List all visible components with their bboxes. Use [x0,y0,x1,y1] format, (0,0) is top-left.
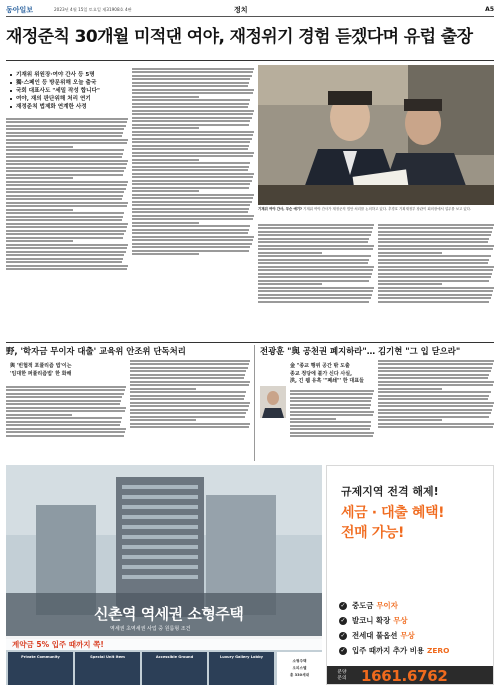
text-line [258,280,369,282]
lead-body-col-4 [378,222,494,340]
text-line [6,121,127,123]
text-line [132,162,250,164]
text-line [290,425,371,427]
text-line [132,222,199,224]
text-line [258,294,372,296]
text-line [132,134,253,136]
text-line [258,290,373,292]
text-line [130,360,250,362]
text-line [378,262,488,264]
text-line [378,395,489,397]
text-line [132,75,252,77]
text-line [378,402,494,404]
text-line [258,231,372,233]
text-line [132,68,254,70]
text-line [132,148,248,150]
text-line [132,253,199,255]
ad2-benefit: ✓ 입주 때까지 추가 비용 ZERO [340,646,450,655]
text-line [378,255,491,257]
text-line [290,414,373,416]
text-line [132,96,199,98]
text-line [132,145,249,147]
text-line [132,127,199,129]
text-line [6,139,128,141]
text-line [378,287,494,289]
text-line [378,367,492,369]
text-line [132,229,249,231]
text-line [6,198,122,200]
text-line [132,155,253,157]
text-line [6,254,124,256]
text-line [6,170,124,172]
text-line [6,400,121,402]
text-line [132,141,250,143]
text-line [290,404,371,406]
check-icon: ✓ [340,616,346,624]
text-line [258,259,369,261]
check-icon: ✓ [340,646,346,654]
text-line [130,419,196,421]
headline-rule [6,60,494,61]
ad2-contact-label: 분양 문의 [337,670,347,681]
text-line [132,211,248,213]
text-line [258,266,374,268]
text-line [6,177,73,179]
text-line [258,301,369,303]
text-line [130,412,246,414]
text-line [130,423,250,425]
text-line [6,244,128,246]
text-line [6,156,122,158]
text-line [130,395,245,397]
housing-promo-ad[interactable] [326,465,494,685]
text-line [132,99,250,101]
text-line [132,208,249,210]
text-line [378,227,493,229]
text-line [132,166,249,168]
text-line [132,152,254,154]
text-line [130,374,245,376]
text-line [6,258,123,260]
lead-body-col-2 [132,66,254,340]
text-line [132,71,253,73]
ad2-benefit: ✓ 전세대 풀옵션 무상 [340,631,415,640]
text-line [258,273,372,275]
text-line [132,183,250,185]
ad2-phone-number[interactable]: 1661.6762 [361,667,448,685]
text-line [258,283,322,285]
text-line [6,174,123,176]
right-story-deck: 洪, 긴 웹 유혹 '"폐쇄"' 한 대표들 [290,378,364,384]
text-line [378,398,488,400]
text-line [130,363,249,365]
text-line [132,159,199,161]
text-line [132,78,250,80]
left-story-col-1 [6,384,126,460]
text-line [378,266,494,268]
ad2-headline-2: 세금 · 대출 혜택! [341,505,445,521]
lead-deck: 재정준칙 법제화 연계한 사정 [10,103,130,111]
text-line [6,386,126,388]
right-story-col-2 [378,358,494,460]
ad-deal-text: 계약금 5% 입주 때까지 쪽! [12,640,104,649]
text-line [130,381,250,383]
real-estate-ad[interactable] [6,465,322,685]
text-line [6,428,126,430]
ad-side-line: 소형주택 [292,659,307,663]
ad2-headline-1: 규제지역 전격 해제! [341,485,439,498]
text-line [378,360,494,362]
issue-date: 2023년 4월 15일 토요일 제31908호 4판 [54,6,132,12]
text-line [6,261,122,263]
text-line [258,269,373,271]
check-icon: ✓ [340,601,346,609]
text-line [132,176,253,178]
text-line [378,374,489,376]
ad2-contact-bar[interactable] [327,666,494,685]
text-line [378,297,491,299]
text-line [132,194,254,196]
ad-feature: Accessible Ground [142,652,207,685]
text-line [378,388,442,390]
text-line [6,209,73,211]
text-line [132,138,252,140]
text-line [132,243,252,245]
text-line [132,218,253,220]
text-line [6,389,125,391]
text-line [6,424,120,426]
text-line [378,384,493,386]
text-line [290,393,373,395]
text-line [132,250,249,252]
text-line [378,416,489,418]
text-line [258,262,368,264]
text-line [378,290,493,292]
text-line [6,160,128,162]
text-line [132,190,199,192]
text-line [6,146,73,148]
text-line [258,255,371,257]
text-line [378,391,491,393]
text-line [6,431,125,433]
newspaper-logo: 동아일보 [6,5,34,14]
text-line [6,216,123,218]
lead-deck: 국회 대표사도 "세밀 작성 합니다" [10,87,130,95]
text-line [290,390,374,392]
text-line [6,212,124,214]
text-line [378,405,493,407]
text-line [130,405,249,407]
text-line [290,400,371,402]
text-line [258,227,373,229]
left-story-deck: 與 '빈협적 포퓰리즘 법'이는 [10,363,72,369]
text-line [378,252,442,254]
caption-lead: 기재위 여야 간사, 무슨 얘기? [258,207,303,211]
right-story-headline: 전광훈 "與 공천권 폐지하라"… 김기현 "그 입 닫으라" [260,346,461,356]
ad2-benefit: ✓ 발코니 확장 무상 [340,616,408,625]
left-story-deck: '임대한 퍼퓰리즘법' 한 화해 [10,370,72,377]
page-number: A5 [485,6,494,13]
text-line [6,184,127,186]
lead-deck: 기재위 위원장·여야 간사 등 5명 [10,71,130,79]
text-line [6,233,124,235]
text-line [6,219,122,221]
left-story-headline: 野, '학자금 무이자 대출' 교육위 안조위 단독처리 [6,346,186,356]
text-line [130,416,245,418]
text-line [258,224,374,226]
text-line [6,118,128,120]
text-line [132,82,249,84]
text-line [378,269,493,271]
text-line [378,248,493,250]
text-line [6,417,122,419]
text-line [6,414,72,416]
text-line [132,215,254,217]
text-line [258,252,322,254]
text-line [132,201,252,203]
text-line [132,236,254,238]
ad-feature: Special Unit Item [75,652,140,685]
ad2-benefit-list [339,598,491,658]
ad2-benefit: ✓ 중도금 무이자 [340,601,398,610]
text-line [130,367,248,369]
text-line [132,85,248,87]
ad2-headline-3: 전매 가능! [341,525,404,541]
text-line [6,421,121,423]
section-title: 정치 [234,5,248,14]
text-line [6,251,126,253]
text-line [6,407,126,409]
right-story-decks [290,363,374,386]
text-line [378,412,491,414]
text-line [6,149,124,151]
ad-side-line: 오피스텔 [292,666,307,670]
text-line [378,370,491,372]
text-line [132,124,249,126]
text-line [130,409,248,411]
text-line [378,283,442,285]
text-line [132,180,252,182]
text-line [6,247,127,249]
text-line [130,402,250,404]
right-story-col-1 [290,388,374,460]
text-line [6,181,128,183]
text-line [258,234,371,236]
text-line [378,259,489,261]
text-line [130,398,244,400]
text-line [6,240,73,242]
person-photo-icon [260,386,286,418]
text-line [6,195,123,197]
text-line [132,120,250,122]
ad-feature: Private Community [8,652,73,685]
text-line [258,287,374,289]
lead-body-col-1 [6,116,128,340]
text-line [132,204,250,206]
left-story-decks [10,363,128,378]
ad-feature: Luxury Gallery Lobby [209,652,274,685]
text-line [132,89,254,91]
text-line [132,197,253,199]
ad-side-info [277,652,322,685]
text-line [6,226,127,228]
text-line [378,377,488,379]
text-line [290,411,374,413]
lead-deck: 獨·스페인 등 방문위해 오늘 출국 [10,79,130,87]
news-photo [258,65,494,205]
text-line [6,167,126,169]
text-line [6,223,128,225]
text-line [6,205,127,207]
text-line [132,103,249,105]
text-line [290,435,373,437]
lead-decks [10,71,130,111]
text-line [290,428,370,430]
text-line [6,435,124,437]
text-line [130,426,249,428]
caption-text: 기재위 여야 간사가 재정준칙 법안 처리를 논의하고 있다. 추경호 기획재정부 장관이 회의장에서 업무를 보고 있다. [303,207,472,211]
ad-subtitle: 역세권 초역세권 사업 중 원룸형 조건 [110,626,191,632]
text-line [258,241,368,243]
text-line [378,423,494,425]
text-line [378,409,492,411]
text-line [6,153,123,155]
text-line [258,238,369,240]
text-line [6,393,124,395]
text-line [290,418,336,420]
text-line [6,132,123,134]
text-line [6,125,126,127]
text-line [290,432,374,434]
text-line [258,297,371,299]
text-line [378,231,492,233]
text-line [378,241,488,243]
text-line [132,110,254,112]
photo-caption [258,207,494,212]
text-line [132,106,248,108]
text-line [6,265,128,267]
text-line [6,135,122,137]
column-divider [254,345,255,461]
text-line [132,173,254,175]
text-line [6,403,120,405]
text-line [6,268,127,270]
text-line [378,363,493,365]
text-line [258,248,373,250]
text-line [132,225,250,227]
text-line [132,113,253,115]
lead-headline: 재정준칙 30개월 미적댄 여야, 재정위기 경험 듣겠다며 유럽 출장 [6,27,473,47]
text-line [130,391,246,393]
text-line [378,238,489,240]
text-line [130,377,244,379]
text-line [378,245,494,247]
text-line [6,410,125,412]
text-line [290,421,371,423]
text-line [378,234,491,236]
text-line [378,294,492,296]
text-line [378,280,489,282]
text-line [378,273,492,275]
text-line [132,92,253,94]
text-line [130,370,246,372]
text-line [6,128,124,130]
text-line [132,187,249,189]
text-line [6,142,127,144]
text-line [132,169,248,171]
masthead [6,3,494,17]
right-story-deck: 金 "종교 행위 공간 밖 도출 [290,363,350,369]
text-line [258,245,374,247]
text-line [378,224,494,226]
text-line [132,239,253,241]
section-rule [6,342,494,343]
text-line [6,396,122,398]
text-line [132,246,250,248]
text-line [290,397,372,399]
text-line [378,276,491,278]
text-line [6,202,128,204]
ad-feature-strip [6,652,274,685]
check-icon: ✓ [340,631,346,639]
text-line [290,407,370,409]
text-line [6,188,126,190]
text-line [132,131,254,133]
text-line [378,419,442,421]
ad-title: 신촌역 역세권 소형주택 [94,605,244,623]
lead-deck: 여야, 재의 판단위해 처리 연기 [10,95,130,103]
ad-side-line: 총 330세대 [289,673,310,677]
text-line [378,426,493,428]
text-line [378,301,489,303]
text-line [6,191,124,193]
left-story-col-2 [130,358,250,460]
meeting-photo-image [258,65,494,205]
text-line [258,276,371,278]
right-story-deck: 종교 정당에 불가 신다 사실, [290,370,352,377]
text-line [132,117,252,119]
text-line [132,232,248,234]
text-line [130,384,249,386]
text-line [6,230,126,232]
text-line [6,237,123,239]
text-line [378,381,494,383]
lead-body-col-3 [258,222,374,340]
text-line [6,163,127,165]
text-line [130,388,196,390]
reporter-portrait [260,386,286,418]
